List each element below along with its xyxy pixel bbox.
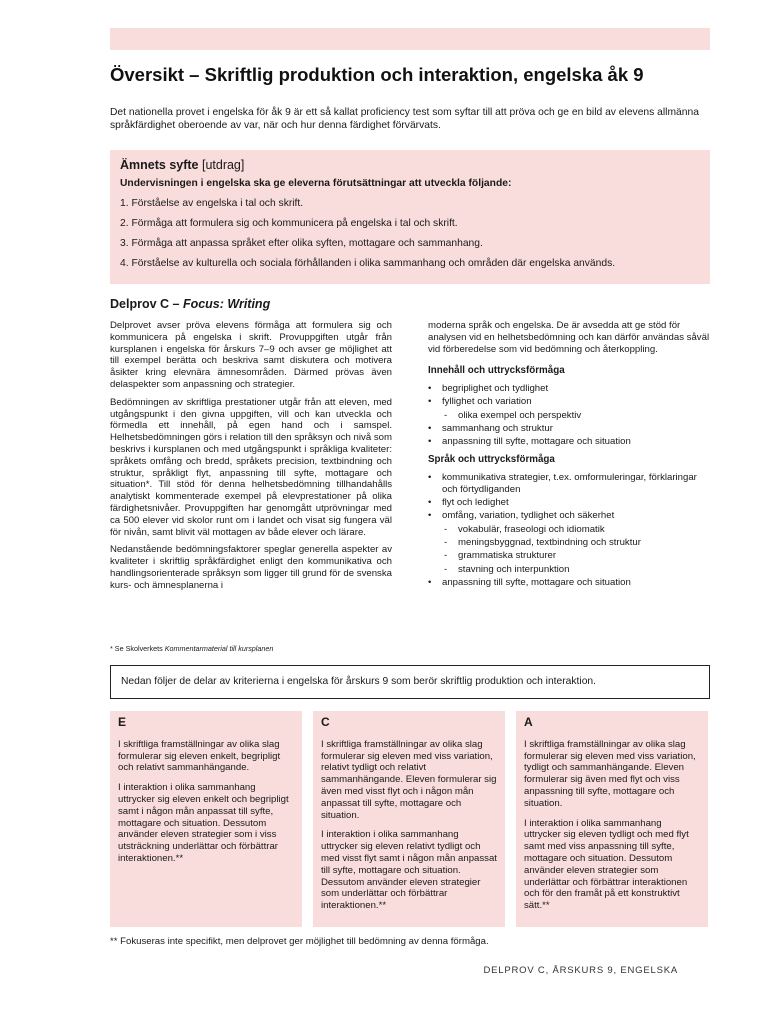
grade-box-a bbox=[516, 711, 708, 927]
body-paragraph-continued: moderna språk och engelska. De är avsedda att ge stöd för analysen vid en helhetsbedömning och kan därför användas såväl vid förberedelse som vid bedömning och återkoppling. bbox=[428, 320, 710, 355]
syfte-box bbox=[110, 150, 710, 284]
grade-text: I interaktion i olika sammanhang uttrycker sig eleven enkelt och begripligt samt i någon mån anpassat till syfte, mottagare och situation. Dessutom använder eleven strategier som i viss utsträckning underlättar och förbättrar interaktionen.** bbox=[118, 782, 289, 864]
page-title: Översikt – Skriftlig produktion och interaktion, engelska åk 9 bbox=[110, 64, 644, 85]
syfte-item: 2. Förmåga att formulera sig och kommunicera på engelska i tal och skrift. bbox=[120, 218, 458, 229]
sub-bullet-item: - vokabulär, fraseologi och idiomatik bbox=[428, 524, 710, 536]
sub-bullet-item: - stavning och interpunktion bbox=[428, 564, 710, 576]
criteria-intro-box bbox=[110, 665, 710, 699]
grade-text: I interaktion i olika sammanhang uttrycker sig eleven tydligt och med flyt samt med viss anpassning till syfte, mottagare och situation. Dessutom använder eleven strategier som underlättar och förbättrar interaktionen och för den framåt på ett konstruktivt sätt.** bbox=[524, 817, 689, 912]
sub-bullet-item: - grammatiska strukturer bbox=[428, 550, 710, 562]
page-footer: DELPROV C, ÅRSKURS 9, ENGELSKA bbox=[483, 965, 678, 976]
innehall-list bbox=[428, 383, 710, 448]
grade-text: I skriftliga framställningar av olika slag formulerar sig eleven med viss variation, tydligt och sammanhängande. Eleven formulerar sig även med flyt och viss anpassning till syfte, mottagare och situation. bbox=[524, 738, 696, 809]
bullet-item: • omfång, variation, tydlighet och säkerhet bbox=[428, 510, 710, 522]
syfte-item: 4. Förståelse av kulturella och sociala förhållanden i olika sammanhang och områden där engelska används. bbox=[120, 258, 616, 269]
bullet-item: • kommunikativa strategier, t.ex. omformuleringar, förklaringar och förtydliganden bbox=[428, 472, 710, 496]
syfte-list bbox=[120, 197, 700, 270]
grade-text: I interaktion i olika sammanhang uttrycker sig eleven relativt tydligt och med visst flyt samt i någon mån anpassat till syfte, mottagare och situation. Dessutom använder eleven strategier som underlättar och förbättrar interaktionen.** bbox=[321, 829, 497, 912]
delprov-right-column bbox=[428, 320, 710, 595]
intro-paragraph: Det nationella provet i engelska för åk 9 är ett så kallat proficiency test som syftar till att pröva och ge en bild av elevens allmänna språkfärdighet oberoende av var, när och hur denna färdighet förvärvats. bbox=[110, 107, 699, 131]
grade-letter: E bbox=[118, 715, 127, 729]
grade-letter: A bbox=[524, 715, 533, 729]
bullet-item: • sammanhang och struktur bbox=[428, 423, 710, 435]
section-heading-sprak: Språk och uttrycksförmåga bbox=[428, 454, 555, 466]
footnote-skolverket: * Se Skolverkets Kommentarmaterial till kursplanen bbox=[110, 644, 274, 653]
body-paragraph: Nedanstående bedömningsfaktorer speglar generella aspekter av kvaliteter i skriftlig språkfärdighet enligt den kommunikativa och handlingsorienterade språksyn som ligger till grund för de svenska kurs- och ämnesplanerna i bbox=[110, 544, 392, 591]
grade-text: I skriftliga framställningar av olika slag formulerar sig eleven enkelt, begripligt och relativt sammanhängande. bbox=[118, 738, 281, 774]
bullet-item: • anpassning till syfte, mottagare och situation bbox=[428, 436, 710, 448]
grade-box-c bbox=[313, 711, 505, 927]
grade-text: I skriftliga framställningar av olika slag formulerar sig eleven med viss variation, relativt tydligt och relativt sammanhängande. Eleven formulerar sig även med visst flyt och i någon mån anpassat till syfte, mottagare och situation. bbox=[321, 738, 497, 821]
bullet-item: • begriplighet och tydlighet bbox=[428, 383, 710, 395]
bullet-item: • flyt och ledighet bbox=[428, 497, 710, 509]
bullet-item: • fyllighet och variation bbox=[428, 396, 710, 408]
grade-letter: C bbox=[321, 715, 330, 729]
section-heading-innehall: Innehåll och uttrycksförmåga bbox=[428, 365, 565, 377]
bullet-item: • anpassning till syfte, mottagare och situation bbox=[428, 577, 710, 589]
criteria-intro-text: Nedan följer de delar av kriterierna i engelska för årskurs 9 som berör skriftlig produktion och interaktion. bbox=[121, 676, 597, 687]
sprak-list bbox=[428, 472, 710, 589]
syfte-item: 3. Förmåga att anpassa språket efter olika syften, mottagare och sammanhang. bbox=[120, 238, 483, 249]
delprov-title: Delprov C – Focus: Writing bbox=[110, 297, 271, 311]
grade-box-e bbox=[110, 711, 302, 927]
footnote-fokuseras: ** Fokuseras inte specifikt, men delprovet ger möjlighet till bedömning av denna förmåga. bbox=[110, 936, 489, 947]
syfte-lead: Undervisningen i engelska ska ge eleverna förutsättningar att utveckla följande: bbox=[120, 178, 512, 189]
body-paragraph: Delprovet avser pröva elevens förmåga att formulera sig och kommunicera på engelska i skrift. Provuppgiften utgår från kursplanen i engelska för årskurs 7–9 och avser ge möjlighet att till exempel berätta och beskriva samt diskutera och motivera åsikter kring elevnära ämnesområden. Därmed prövas även delaspekter som anpassning och strategier. bbox=[110, 320, 392, 390]
syfte-title: Ämnets syfte [utdrag] bbox=[120, 158, 245, 172]
sub-bullet-item: - olika exempel och perspektiv bbox=[428, 410, 710, 422]
sub-bullet-item: - meningsbyggnad, textbindning och struktur bbox=[428, 537, 710, 549]
syfte-item: 1. Förståelse av engelska i tal och skrift. bbox=[120, 198, 304, 209]
body-paragraph: Bedömningen av skriftliga prestationer utgår från att eleven, med utgångspunkt i den givna uppgiften, vill och kan utveckla och förmedla ett innehåll, på egen hand och i samspel. Helhetsbedömningen görs i relation till den språksyn och nivå som beskrivs i kursplanen och med utgångspunkt i språkliga kvaliteter: språkets omfång och bredd, språkets precision, textbindning och struktur, språkligt flyt, anpassning till syfte, mottagare och situation*. Till stöd för denna helhetsbedömning tillhandahålls analytiskt kommenterade exempel på elevprestationer på olika färdighetsnivåer. Provuppgiften har genomgått utprövningar med ca 500 elever vid skolor runt om i landet och visat sig fungera väl för nivån, samt blivit väl mottagen av både elever och lärare. bbox=[110, 396, 392, 538]
delprov-left-column bbox=[110, 320, 392, 598]
header-band bbox=[110, 28, 710, 50]
